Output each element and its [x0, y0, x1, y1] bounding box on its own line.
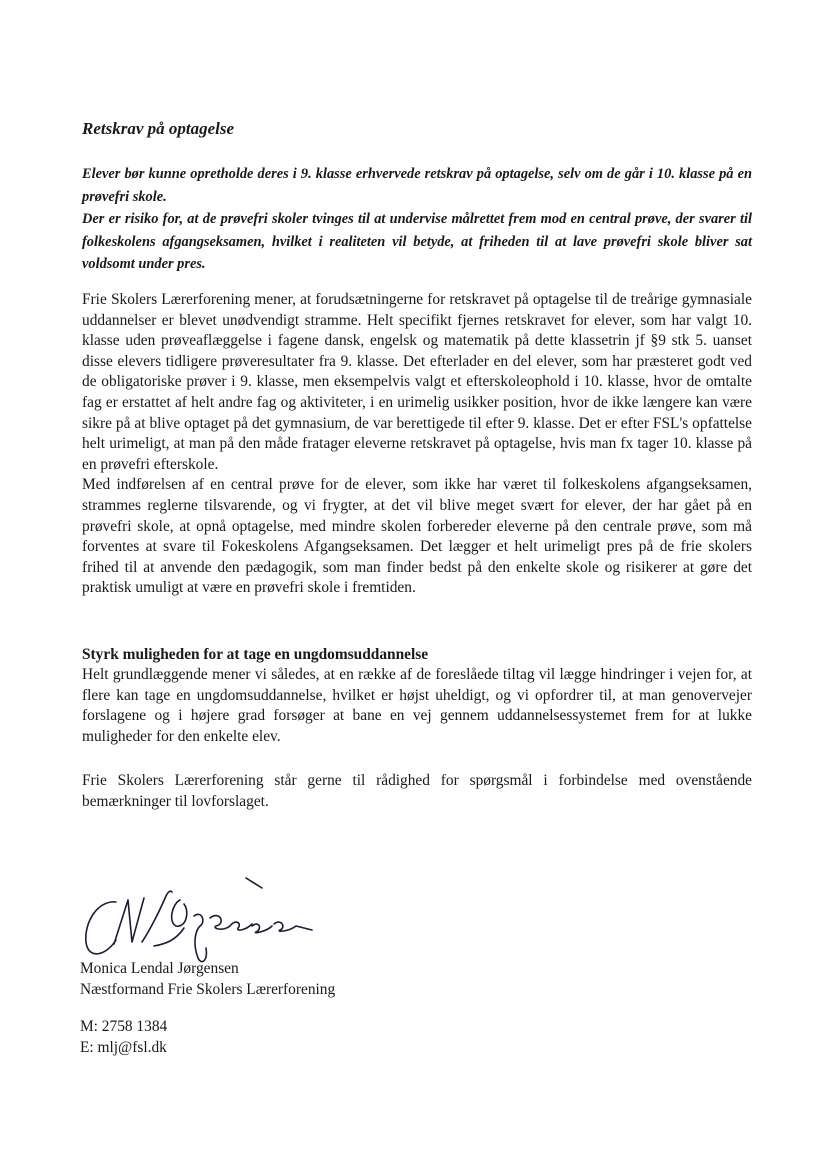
phone-number: M: 2758 1384: [80, 1018, 168, 1035]
signatory-title: Næstformand Frie Skolers Lærerforening: [80, 981, 336, 998]
subheading: Styrk muligheden for at tage en ungdomsuddannelse: [82, 646, 429, 663]
body-paragraph: Med indførelsen af en central prøve for de elever, som ikke har været til folkeskolens afgangseksamen, strammes reglerne tilsvarende, og vi frygter, at det vil blive meget svært for elever, der har gået på en prøvefri skole, at opnå optagelse, med mindre skolen forbereder eleverne på den centrale prøve, som må forventes at svare til Fokeskolens Afgangseksamen. Det lægger et helt urimeligt pres på de frie skolers frihed til at anvende den pædagogik, som man finder bedst på den enkelte skole og risikerer at gøre det praktisk umuligt at være en prøvefri skole i fremtiden.: [82, 476, 752, 597]
closing-paragraph: Frie Skolers Lærerforening står gerne til rådighed for spørgsmål i forbindelse med ovenstående bemærkninger til lovforslaget.: [82, 772, 752, 810]
signatory-name: Monica Lendal Jørgensen: [80, 960, 239, 977]
body-paragraph: Frie Skolers Lærerforening mener, at forudsætningerne for retskravet på optagelse til de treårige gymnasiale uddannelser er blevet unødvendigt stramme. Helt specifikt fjernes retskravet for elever, som har valgt 10. klasse uden prøveaflæggelse i fagene dansk, engelsk og matematik på dette klassetrin jf §9 stk 5. uanset disse elevers tidligere prøveresultater fra 9. klasse. Det efterlader en del elever, som har præsteret godt ved de obligatoriske prøver i 9. klasse, men eksempelvis valgt et efterskoleophold i 10. klasse, hvor de omtalte fag er erstattet af helt andre fag og aktiviteter, i en urimelig usikker position, hvor de ikke længere kan være sikre på at blive optaget på det gymnasium, de var berettigede til efter 9. klasse. Det er efter FSL's opfattelse helt urimeligt, at man på den måde fratager eleverne retskravet på optagelse, hvis man fx tager 10. klasse på en prøvefri efterskole.: [82, 291, 752, 473]
email-address: E: mlj@fsl.dk: [80, 1038, 167, 1056]
body-text: [82, 290, 752, 599]
lead-summary: [82, 163, 752, 276]
section-heading: Retskrav på optagelse: [82, 119, 235, 138]
subheading-paragraph: Helt grundlæggende mener vi således, at en række af de foreslåede tiltag vil lægge hindringer i vejen for, at flere kan tage en ungdomsuddannelse, hvilket er højst uheldigt, og vi opfordrer til, at man genovervejer forslagene og i højere grad forsøger at bane en vej gennem uddannelsessystemet frem for at lukke muligheder for den enkelte elev.: [82, 666, 752, 745]
lead-paragraph: Der er risiko for, at de prøvefri skoler tvinges til at undervise målrettet frem mod en central prøve, der svarer til folkeskolens afgangseksamen, hvilket i realiteten vil betyde, at friheden til at lave prøvefri skole bliver sat voldsomt under pres.: [82, 211, 752, 272]
handwritten-signature: [76, 870, 326, 970]
contact-info: [80, 1017, 167, 1058]
lead-paragraph: Elever bør kunne opretholde deres i 9. klasse erhvervede retskrav på optagelse, selv om de går i 10. klasse på en prøvefri skole.: [82, 166, 752, 205]
